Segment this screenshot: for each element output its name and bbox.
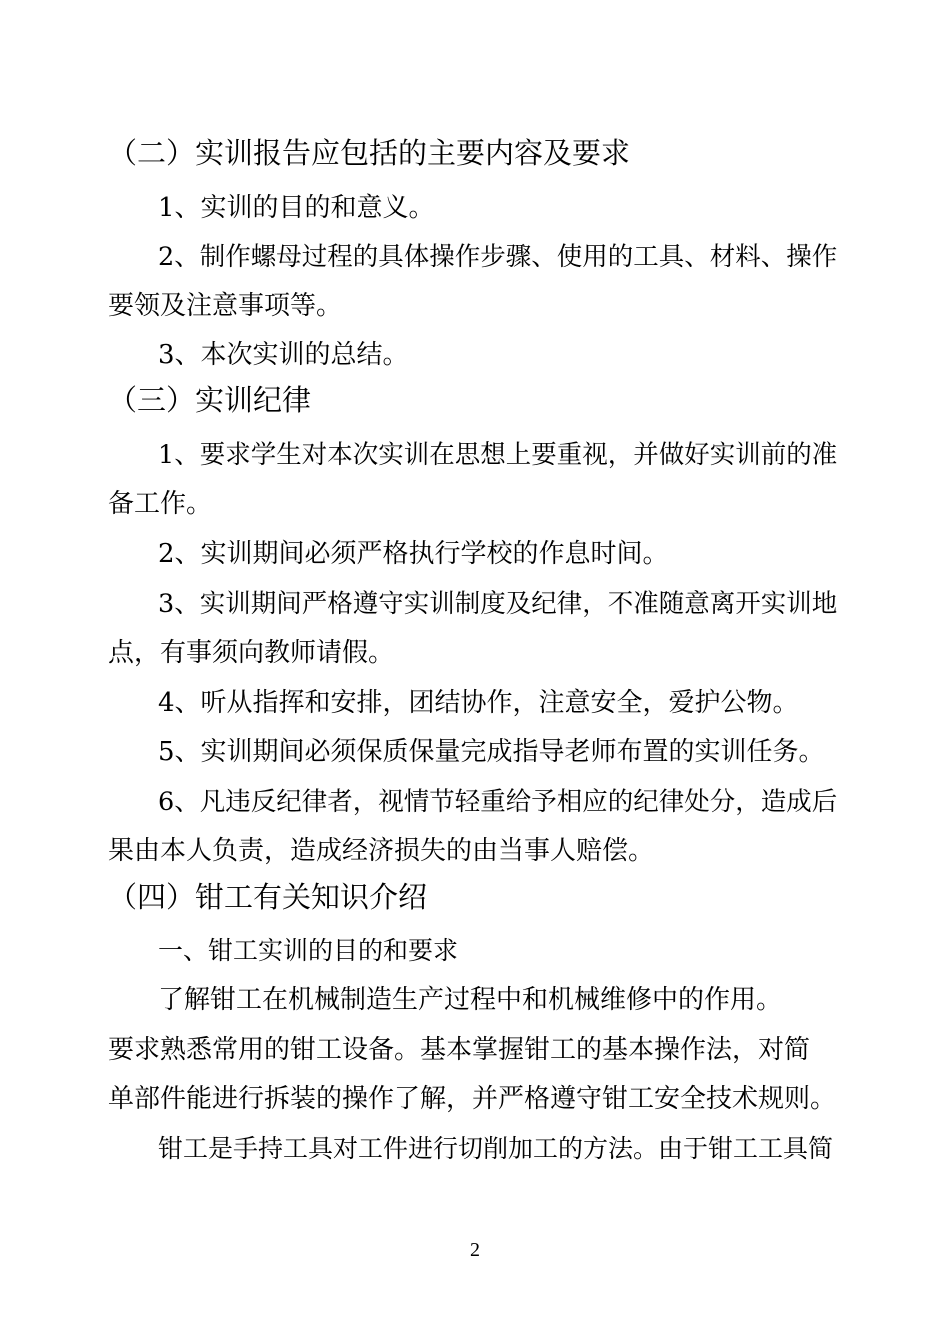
paragraph-line: 3、本次实训的总结。 (158, 340, 409, 370)
subsection-heading: 一、钳工实训的目的和要求 (158, 936, 459, 965)
paragraph-line: 果由本人负责，造成经济损失的由当事人赔偿。 (108, 836, 655, 866)
section-heading-4: （四）钳工有关知识介绍 (108, 880, 428, 914)
paragraph-line: 备工作。 (108, 489, 213, 519)
paragraph-line: 要领及注意事项等。 (108, 291, 343, 321)
paragraph-line: 1、实训的目的和意义。 (158, 193, 435, 223)
section-heading-2: （二）实训报告应包括的主要内容及要求 (108, 136, 631, 170)
page-number: 2 (470, 1239, 480, 1261)
paragraph-line: 4、听从指挥和安排，团结协作，注意安全，爱护公物。 (158, 688, 799, 718)
paragraph-line: 6、凡违反纪律者，视情节轻重给予相应的纪律处分，造成后 (158, 787, 838, 817)
paragraph-line: 要求熟悉常用的钳工设备。基本掌握钳工的基本操作法，对简 (108, 1035, 811, 1065)
paragraph-line: 2、实训期间必须严格执行学校的作息时间。 (158, 539, 669, 569)
section-heading-3: （三）实训纪律 (108, 383, 312, 417)
paragraph-line: 单部件能进行拆装的操作了解，并严格遵守钳工安全技术规则。 (108, 1084, 837, 1114)
paragraph-line: 钳工是手持工具对工件进行切削加工的方法。由于钳工工具简 (158, 1134, 834, 1163)
paragraph-line: 了解钳工在机械制造生产过程中和机械维修中的作用。 (158, 985, 783, 1015)
paragraph-line: 点，有事须向教师请假。 (108, 638, 395, 668)
paragraph-line: 2、制作螺母过程的具体操作步骤、使用的工具、材料、操作 (158, 242, 838, 272)
paragraph-line: 5、实训期间必须保质保量完成指导老师布置的实训任务。 (158, 737, 825, 767)
paragraph-line: 3、实训期间严格遵守实训制度及纪律，不准随意离开实训地 (158, 589, 838, 619)
paragraph-line: 1、要求学生对本次实训在思想上要重视，并做好实训前的准 (158, 440, 838, 470)
